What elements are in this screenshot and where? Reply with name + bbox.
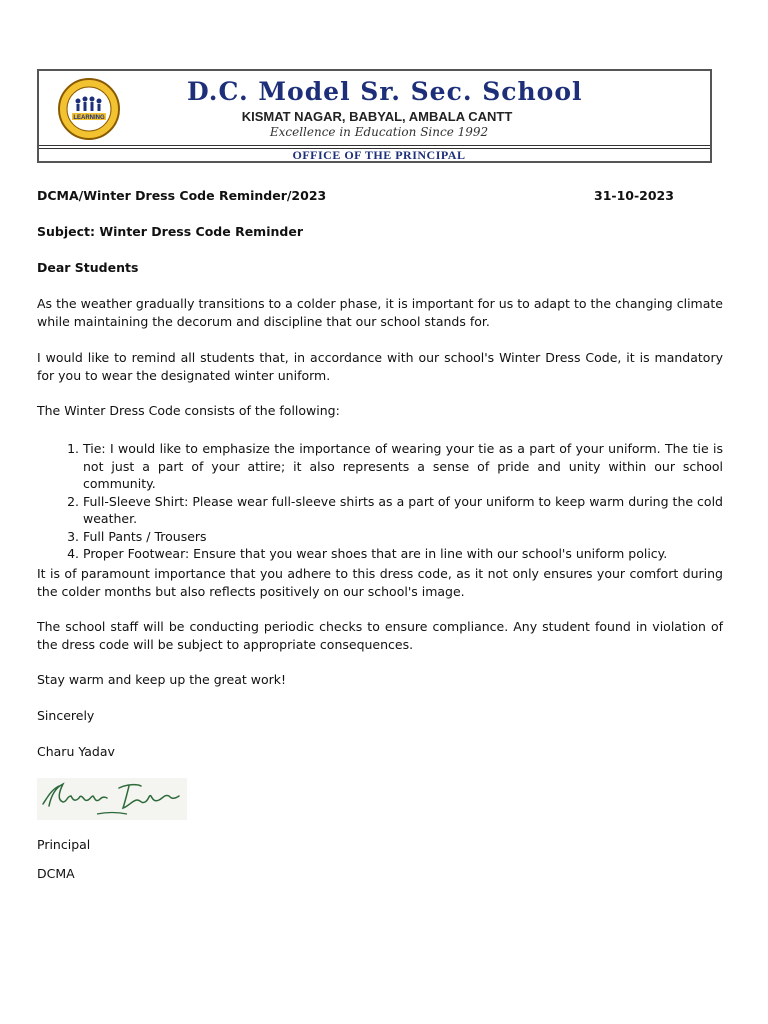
list-item: 2. Full-Sleeve Shirt: Please wear full-sleeve shirts as a part of your uniform to keep warm during the cold weather. [83, 493, 723, 528]
list-item: 1. Tie: I would like to emphasize the importance of wearing your tie as a part of your uniform. The tie is not just a part of your attire; it also represents a sense of pride and unity within our school community. [83, 440, 723, 493]
crest-text: LEARNING [73, 115, 105, 121]
paragraph-reminder: I would like to remind all students that, in accordance with our school's Winter Dress Code, it is mandatory for you to wear the designated winter uniform. [37, 350, 723, 383]
school-address: KISMAT NAGAR, BABYAL, AMBALA CANTT [241, 109, 513, 124]
closing-line: Stay warm and keep up the great work! [37, 672, 286, 687]
paragraph-intro: As the weather gradually transitions to a colder phase, it is important for us to adapt to the changing climate while maintaining the decorum and discipline that our school stands for. [37, 296, 723, 329]
signatory-title: Principal [37, 837, 91, 852]
reference-number: DCMA/Winter Dress Code Reminder/2023 [37, 188, 327, 203]
signature-image [37, 778, 187, 820]
letter-greeting: Dear Students [37, 260, 139, 275]
school-crest-icon [52, 77, 126, 141]
letter-subject: Subject: Winter Dress Code Reminder [37, 224, 303, 239]
school-name: D.C. Model Sr. Sec. School [187, 77, 583, 106]
handwritten-signature [37, 778, 187, 820]
school-motto: Excellence in Education Since 1992 [269, 125, 489, 139]
dress-code-list [37, 440, 723, 563]
signatory-name: Charu Yadav [37, 744, 115, 759]
paragraph-importance: It is of paramount importance that you adhere to this dress code, as it not only ensures your comfort during the colder months but also reflects positively on our school's image. [37, 566, 723, 599]
letterhead-divider [39, 145, 710, 146]
list-item: 3. Full Pants / Trousers [83, 528, 723, 546]
paragraph-compliance: The school staff will be conducting periodic checks to ensure compliance. Any student found in violation of the dress code will be subject to appropriate consequences. [37, 619, 723, 652]
list-intro: The Winter Dress Code consists of the following: [37, 403, 340, 418]
office-heading: OFFICE OF THE PRINCIPAL [292, 148, 466, 162]
list-item: 4. Proper Footwear: Ensure that you wear shoes that are in line with our school's uniform policy. [83, 545, 723, 563]
letterhead [37, 69, 712, 163]
letter-date: 31-10-2023 [594, 188, 674, 203]
organization-name: DCMA [37, 866, 75, 881]
sign-off: Sincerely [37, 708, 95, 723]
